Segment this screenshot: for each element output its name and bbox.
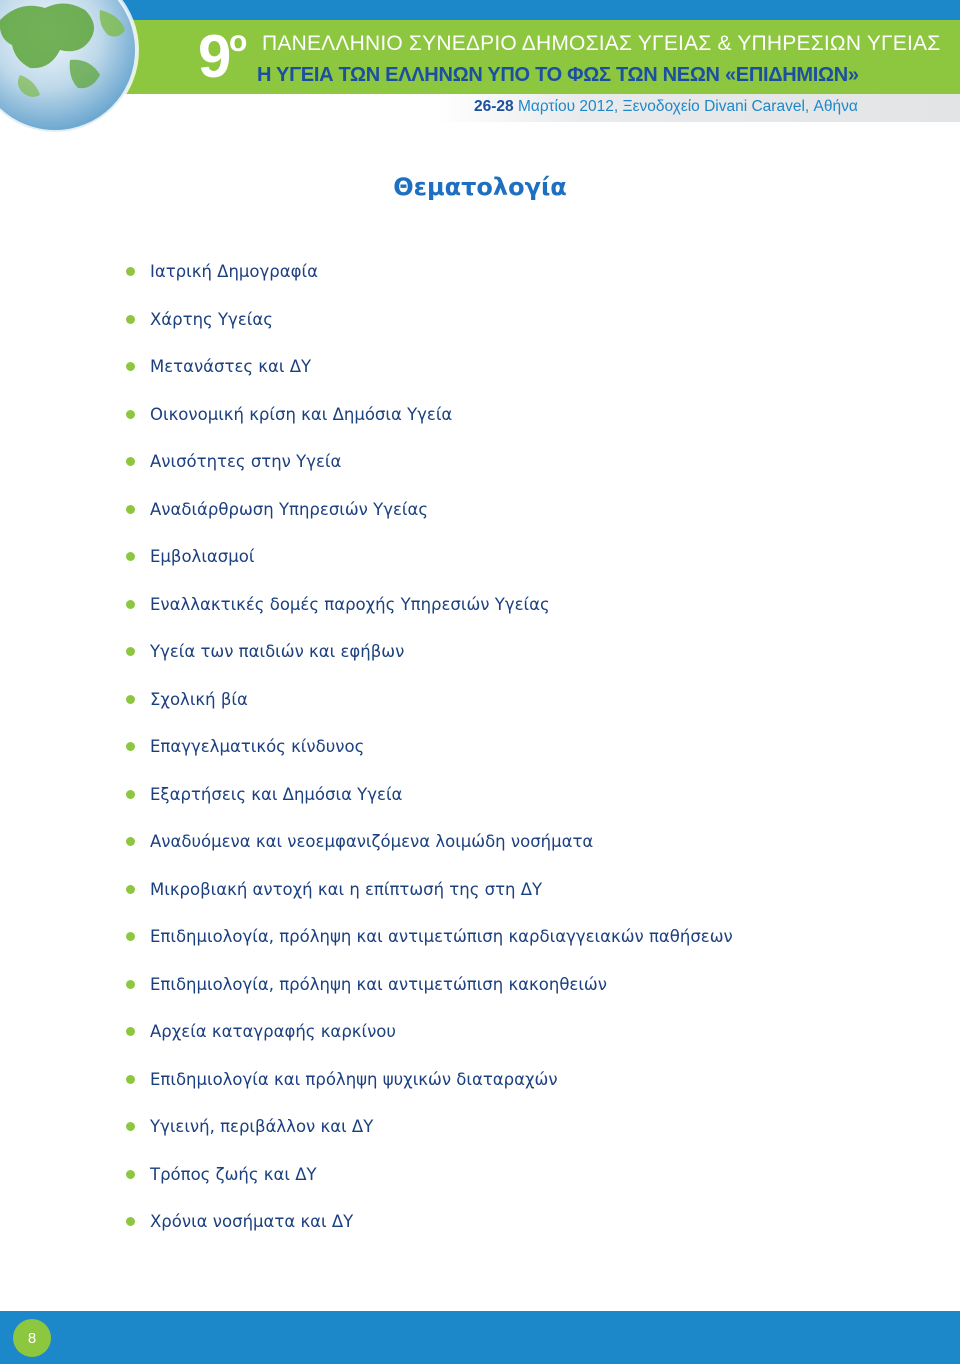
topic-label: Εξαρτήσεις και Δημόσια Υγεία — [150, 784, 403, 804]
bullet-icon — [126, 1122, 135, 1131]
topic-label: Υγεία των παιδιών και εφήβων — [150, 642, 405, 662]
bullet-icon — [126, 1027, 135, 1036]
topic-label: Επιδημιολογία, πρόληψη και αντιμετώπιση κακοηθειών — [150, 974, 607, 994]
bullet-icon — [126, 362, 135, 371]
topic-item — [126, 581, 733, 629]
topic-item — [126, 1151, 733, 1199]
bullet-icon — [126, 885, 135, 894]
globe-europe-icon — [0, 0, 160, 140]
conference-date-details: Μαρτίου 2012, Ξενοδοχείο Divani Caravel, Αθήνα — [513, 98, 858, 115]
topic-item — [126, 1103, 733, 1151]
topic-item — [126, 533, 733, 581]
topic-item — [126, 723, 733, 771]
topic-item — [126, 248, 733, 296]
topic-item — [126, 343, 733, 391]
topic-item — [126, 1056, 733, 1104]
edition-number: 9 — [198, 23, 230, 90]
conference-dates — [474, 96, 858, 118]
bullet-icon — [126, 790, 135, 799]
topic-item — [126, 1198, 733, 1246]
topic-item — [126, 486, 733, 534]
bullet-icon — [126, 932, 135, 941]
bullet-icon — [126, 647, 135, 656]
topic-item — [126, 866, 733, 914]
topic-item — [126, 913, 733, 961]
topic-label: Τρόπος ζωής και ΔΥ — [150, 1164, 317, 1184]
topic-item — [126, 296, 733, 344]
page-number-badge — [13, 1319, 51, 1357]
topic-label: Μετανάστες και ΔΥ — [150, 357, 312, 377]
topic-label: Αναδυόμενα και νεοεμφανιζόμενα λοιμώδη νοσήματα — [150, 832, 594, 852]
topic-item — [126, 771, 733, 819]
topic-item — [126, 391, 733, 439]
topic-label: Υγιεινή, περιβάλλον και ΔΥ — [150, 1117, 374, 1137]
page-title: Θεματολογία — [393, 173, 567, 201]
topic-label: Αναδιάρθρωση Υπηρεσιών Υγείας — [150, 499, 429, 519]
bullet-icon — [126, 600, 135, 609]
conference-subtitle: Η ΥΓΕΙΑ ΤΩΝ ΕΛΛΗΝΩΝ ΥΠΟ ΤΟ ΦΩΣ ΤΩΝ ΝΕΩΝ «ΕΠΙΔΗΜΙΩΝ» — [257, 64, 859, 86]
bullet-icon — [126, 980, 135, 989]
page-footer — [0, 1311, 960, 1364]
topic-label: Μικροβιακή αντοχή και η επίπτωσή της στη ΔΥ — [150, 879, 543, 899]
topic-label: Οικονομική κρίση και Δημόσια Υγεία — [150, 404, 453, 424]
topics-list — [126, 248, 733, 1246]
bullet-icon — [126, 742, 135, 751]
topic-label: Σχολική βία — [150, 689, 248, 709]
bullet-icon — [126, 695, 135, 704]
topic-label: Χάρτης Υγείας — [150, 309, 273, 329]
topic-label: Χρόνια νοσήματα και ΔΥ — [150, 1212, 354, 1232]
topic-label: Ιατρική Δημογραφία — [150, 262, 318, 282]
bullet-icon — [126, 1217, 135, 1226]
conference-date-range: 26-28 — [474, 98, 514, 115]
topic-item — [126, 1008, 733, 1056]
topic-label: Εμβολιασμοί — [150, 547, 255, 567]
topic-item — [126, 961, 733, 1009]
bullet-icon — [126, 1075, 135, 1084]
topic-label: Επαγγελματικός κίνδυνος — [150, 737, 365, 757]
bullet-icon — [126, 267, 135, 276]
page-number: 8 — [27, 1329, 37, 1347]
bullet-icon — [126, 552, 135, 561]
topic-label: Εναλλακτικές δομές παροχής Υπηρεσιών Υγείας — [150, 594, 550, 614]
bullet-icon — [126, 505, 135, 514]
bullet-icon — [126, 837, 135, 846]
topic-item — [126, 818, 733, 866]
topic-label: Επιδημιολογία, πρόληψη και αντιμετώπιση καρδιαγγειακών παθήσεων — [150, 927, 733, 947]
topic-label: Αρχεία καταγραφής καρκίνου — [150, 1022, 396, 1042]
topic-label: Ανισότητες στην Υγεία — [150, 452, 342, 472]
bullet-icon — [126, 1170, 135, 1179]
conference-title: ΠΑΝΕΛΛΗΝΙΟ ΣΥΝΕΔΡΙΟ ΔΗΜΟΣΙΑΣ ΥΓΕΙΑΣ & ΥΠΗΡΕΣΙΩΝ ΥΓΕΙΑΣ — [262, 32, 941, 55]
bullet-icon — [126, 410, 135, 419]
edition-ordinal-suffix: ο — [229, 25, 248, 58]
topic-item — [126, 438, 733, 486]
topic-item — [126, 676, 733, 724]
conference-header — [0, 0, 960, 135]
topic-label: Επιδημιολογία και πρόληψη ψυχικών διαταραχών — [150, 1069, 558, 1089]
topic-item — [126, 628, 733, 676]
bullet-icon — [126, 315, 135, 324]
bullet-icon — [126, 457, 135, 466]
